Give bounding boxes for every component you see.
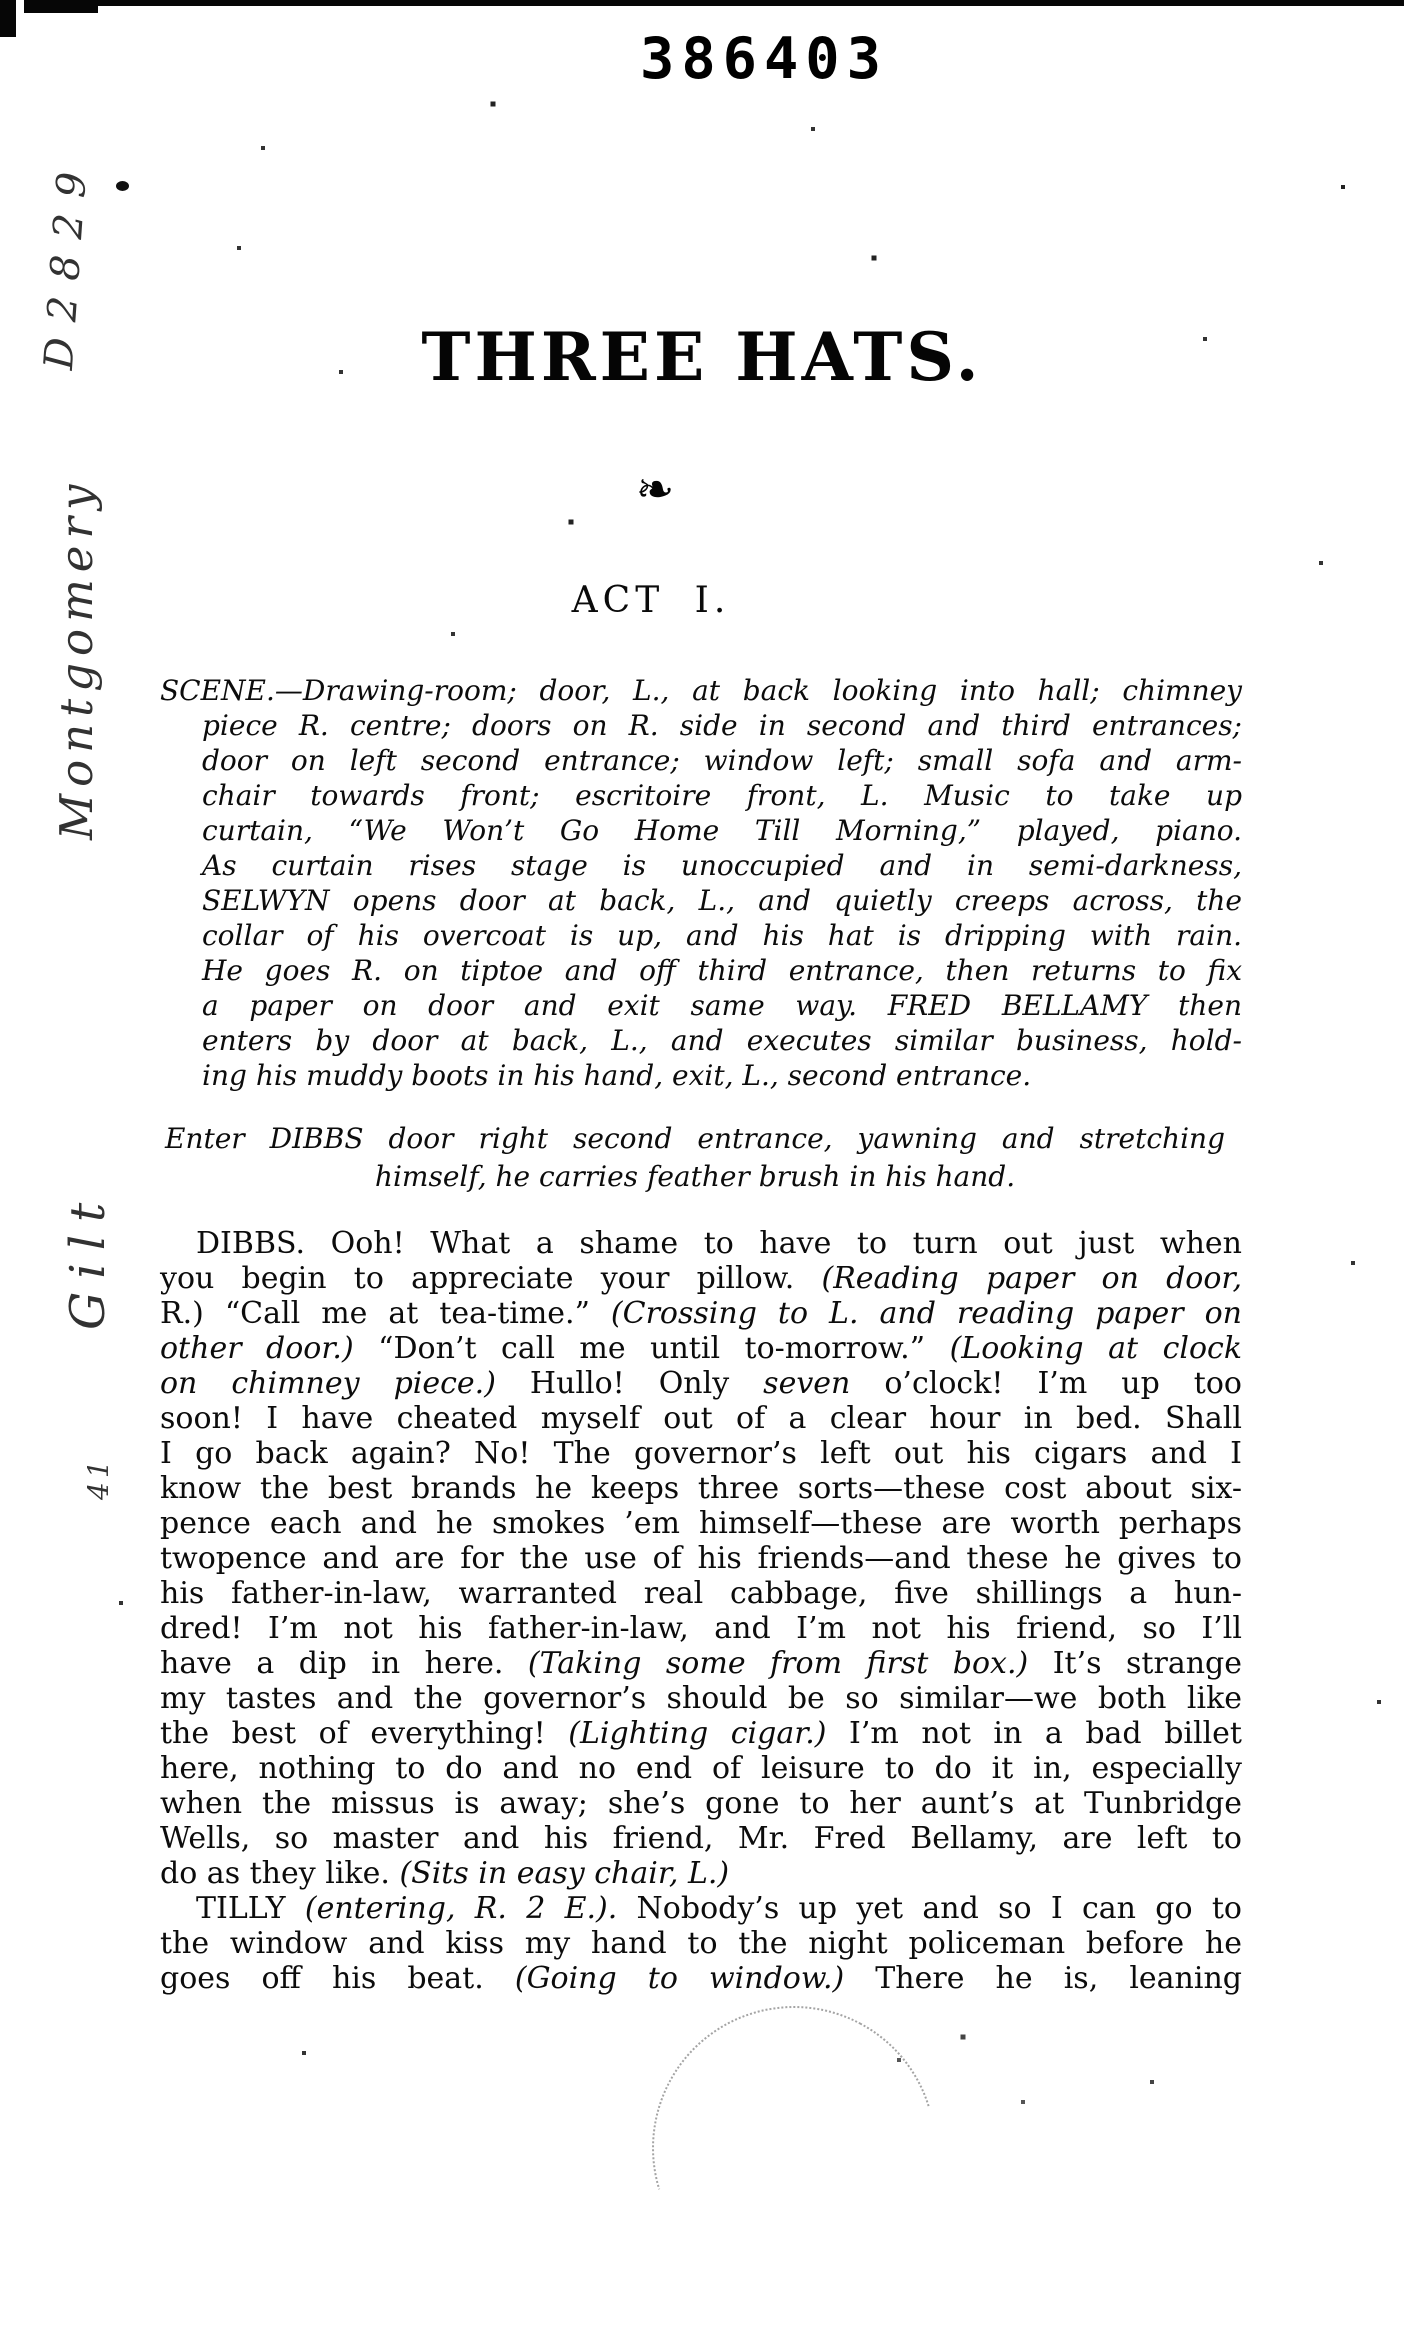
text-line: know the best brands he keeps three sorts—these cost about six- [160,1471,1242,1506]
text-line: goes off his beat. (Going to window.) There he is, leaning [160,1961,1242,1996]
text-line: the best of everything! (Lighting cigar.) I’m not in a bad billet [160,1716,1242,1751]
text-line: SCENE.—Drawing-room; door, L., at back looking into hall; chimney [160,674,1242,707]
text-line: collar of his overcoat is up, and his hat is dripping with rain. [202,919,1242,952]
text-line: SELWYN opens door at back, L., and quietly creeps across, the [202,884,1242,917]
scan-artifact-corner [0,0,16,37]
dialogue-dibbs [160,1226,1242,1891]
text-line: here, nothing to do and no end of leisure to do it in, especially [160,1751,1242,1786]
scan-speckles [0,0,2,2]
margin-handwritten-signature: Montgomery [50,477,103,840]
text-line: As curtain rises stage is unoccupied and in semi-darkness, [202,849,1242,882]
text-line: twopence and are for the use of his friends—and these he gives to [160,1541,1242,1576]
text-line: TILLY (entering, R. 2 E.). Nobody’s up yet and so I can go to [196,1891,1242,1926]
act-heading: ACT I. [571,580,731,621]
text-line: curtain, “We Won’t Go Home Till Morning,” played, piano. [202,814,1242,847]
text-line: the window and kiss my hand to the night policeman before he [160,1926,1242,1961]
text-line: soon! I have cheated myself out of a clear hour in bed. Shall [160,1401,1242,1436]
library-stamp-circle [602,1956,986,2340]
text-line: I go back again? No! The governor’s left out his cigars and I [160,1436,1242,1471]
text-line: himself, he carries feather brush in his hand. [374,1160,1016,1193]
text-line: piece R. centre; doors on R. side in second and third entrances; [202,709,1242,742]
text-line: a paper on door and exit same way. FRED BELLAMY then [202,989,1242,1022]
scene-description [160,673,1242,1093]
text-line: enters by door at back, L., and executes similar business, hold- [202,1024,1242,1057]
scan-artifact-top-line [24,0,1404,6]
text-line: Enter DIBBS door right second entrance, yawning and stretching [165,1122,1225,1155]
text-line: my tastes and the governor’s should be so similar—we both like [160,1681,1242,1716]
text-line: door on left second entrance; window left; small sofa and arm- [202,744,1242,777]
text-line: Wells, so master and his friend, Mr. Fred Bellamy, are left to [160,1821,1242,1856]
fleuron-ornament-icon: ❧ [635,462,675,516]
text-line: He goes R. on tiptoe and off third entrance, then returns to fix [202,954,1242,987]
margin-handwritten-note: Gilt [60,1189,116,1330]
text-line: dred! I’m not his father-in-law, and I’m not his friend, so I’ll [160,1611,1242,1646]
scan-artifact-top-blob [24,0,98,13]
margin-handwritten-shelf-mark: D2829 [36,154,97,372]
text-line: other door.) “Don’t call me until to-morrow.” (Looking at clock [160,1331,1243,1366]
text-line: chair towards front; escritoire front, L. Music to take up [202,779,1242,812]
text-line: his father-in-law, warranted real cabbage, five shillings a hun- [160,1576,1242,1611]
text-line: you begin to appreciate your pillow. (Reading paper on door, [160,1261,1242,1296]
text-line: do as they like. (Sits in easy chair, L.) [160,1856,730,1891]
text-line: ing his muddy boots in his hand, exit, L., second entrance. [202,1059,1032,1092]
margin-handwritten-number: 41 [82,1456,115,1500]
text-line: when the missus is away; she’s gone to her aunt’s at Tunbridge [160,1786,1242,1821]
scan-artifact-dot [116,181,129,191]
text-line: pence each and he smokes ’em himself—these are worth perhaps [160,1506,1242,1541]
text-line: DIBBS. Ooh! What a shame to have to turn out just when [196,1226,1242,1261]
play-title: THREE HATS. [421,318,983,396]
accession-number-stamp: 386403 [640,26,888,92]
text-line: on chimney piece.) Hullo! Only seven o’clock! I’m up too [160,1366,1242,1401]
text-line: have a dip in here. (Taking some from first box.) It’s strange [160,1646,1242,1681]
dialogue-tilly [160,1891,1242,1996]
stage-direction-enter-dibbs [165,1120,1225,1196]
text-line: R.) “Call me at tea-time.” (Crossing to L. and reading paper on [160,1296,1242,1331]
